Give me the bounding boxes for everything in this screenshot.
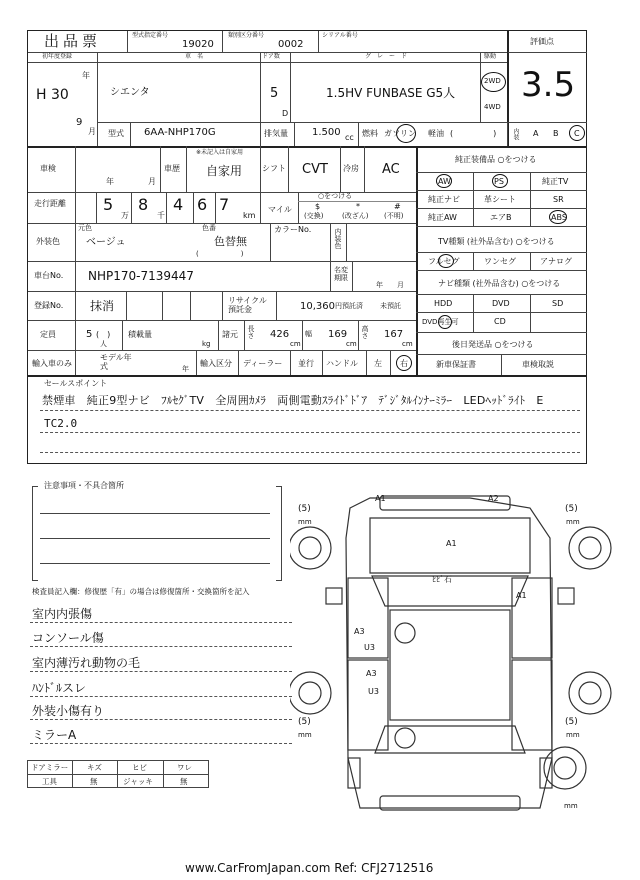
note-item-6: ミラーA xyxy=(32,728,77,742)
navi-dvd-play-circle xyxy=(438,315,452,329)
navi-hdd: HDD xyxy=(434,299,453,308)
mile-opt-1-txt: (交換) xyxy=(304,212,324,220)
navi-cd: CD xyxy=(494,317,506,326)
color-change-value: 色替無 xyxy=(214,235,247,248)
mile-opt-3-sym: # xyxy=(394,202,401,211)
height-value: 167 xyxy=(384,329,404,340)
sheet-title: 出品票 xyxy=(44,32,102,50)
equip-navi: 純正ナビ xyxy=(428,195,460,204)
mark-a3-left-front: A3 xyxy=(354,627,365,636)
tire-depth-rr-mm: mm xyxy=(566,731,580,739)
mile-opt-2-txt: (改ざん) xyxy=(342,212,369,220)
tire-depth-fl: (5) xyxy=(298,504,311,514)
inspection-month-unit: 月 xyxy=(148,177,156,186)
doors-label: ドア数 xyxy=(262,53,280,60)
tire-depth-rr: (5) xyxy=(565,717,578,727)
mileage-digit-5: 7 xyxy=(219,195,230,214)
mileage-digit-1: 5 xyxy=(103,195,114,214)
mark-a3-left-rear: A3 xyxy=(366,669,377,678)
tire-depth-fl-mm: mm xyxy=(298,518,312,526)
tire-depth-fr: (5) xyxy=(565,504,578,514)
reg-value: 抹消 xyxy=(90,299,115,313)
length-value: 426 xyxy=(270,329,290,340)
sales-label: セールスポイント xyxy=(44,379,108,388)
serial-label: シリアル番号 xyxy=(322,32,358,39)
mark-a1-bumper: A1 xyxy=(375,494,386,503)
equip-alloy: 純正AW xyxy=(428,213,457,222)
tools-label-4: 無 xyxy=(180,777,188,786)
tv-fullseg: フルセグ xyxy=(428,257,460,266)
handle-right: 右 xyxy=(400,359,408,368)
fuel-paren: ( ) xyxy=(450,129,497,138)
history-label: 車歴 xyxy=(164,164,180,173)
equip-leather: 革シート xyxy=(484,195,516,204)
mile-note: ○をつける xyxy=(318,192,353,200)
drive-label: 駆動 xyxy=(484,53,497,60)
type-value: 6AA-NHP170G xyxy=(144,127,216,138)
grade-label: グ レ ー ド xyxy=(365,53,408,60)
door-rear-right xyxy=(512,660,552,750)
class-label: 類別区分番号 xyxy=(228,32,265,39)
import-label: 輸入車のみ xyxy=(32,359,72,368)
damage-circle-1 xyxy=(395,623,415,643)
equip-abs: ABS xyxy=(551,213,567,222)
tools-label-3: ジャッキ xyxy=(123,777,153,786)
first-reg-month: 9 xyxy=(76,117,83,128)
length-label: 長さ xyxy=(247,325,255,339)
fuel-circle xyxy=(396,124,416,143)
interior-color-label: 内装色 xyxy=(334,228,342,249)
mark-u3-left-front: U3 xyxy=(364,643,375,652)
color-no-label: 色番 xyxy=(202,224,216,232)
wheel-front-left xyxy=(290,527,331,569)
mile-opt-1-sym: $ xyxy=(315,202,321,211)
equip-airbag: エアB xyxy=(490,213,512,222)
capacity-value: 5 xyxy=(86,329,93,340)
note-item-1: 室内内張傷 xyxy=(32,607,93,621)
name-change-label: 名変期限 xyxy=(334,266,348,283)
history-note: ※未記入は自家用 xyxy=(196,149,244,156)
tools-header-4: ワレ xyxy=(177,763,192,772)
model-cert-value: 19020 xyxy=(182,39,214,50)
navi-header: ナビ種類 (社外品含む) ○をつける xyxy=(438,279,561,288)
note-item-5: 外装小傷有り xyxy=(32,704,105,718)
capacity-label: 定員 xyxy=(40,330,56,339)
later-warranty: 新車保証書 xyxy=(436,360,476,369)
model-cert-label: 型式指定番号 xyxy=(132,32,169,39)
tools-label-2: 無 xyxy=(90,777,98,786)
reg-label: 登録No. xyxy=(34,301,64,310)
orig-color-value: ベージュ xyxy=(86,237,126,248)
damage-circle-2 xyxy=(395,728,415,748)
mark-a2-bumper: A2 xyxy=(488,494,499,503)
inspection-year-unit: 年 xyxy=(106,177,114,186)
handle-circle xyxy=(396,355,412,371)
cc-unit: cc xyxy=(345,133,354,142)
sales-line-1: 禁煙車 純正9型ナビ ﾌﾙｾｸﾞTV 全周囲ｶﾒﾗ 両側電動ｽﾗｲﾄﾞﾄﾞｱ ﾃﾞｼﾞﾀﾙｲﾝﾅｰﾐﾗｰ LEDﾍｯﾄﾞﾗｲﾄ E xyxy=(42,394,544,407)
handle-label: ハンドル xyxy=(326,359,358,368)
mileage-man: 万 xyxy=(121,211,129,220)
door-suffix: D xyxy=(282,109,289,118)
model-year-unit: 年 xyxy=(182,365,189,373)
tire-depth-rl-mm: mm xyxy=(298,731,312,739)
dims-label: 諸元 xyxy=(222,330,238,339)
car-diagram xyxy=(290,478,640,838)
sales-line-2: TC2.0 xyxy=(44,417,78,430)
interior-circle xyxy=(569,125,585,141)
wheel-rear-right xyxy=(569,672,611,714)
grade-score-value: 3.5 xyxy=(521,65,576,105)
handle-left: 左 xyxy=(374,359,382,368)
year-unit: 年 xyxy=(82,71,90,80)
note-item-3: 室内薄汚れ動物の毛 xyxy=(32,656,141,670)
ac-label: 冷房 xyxy=(343,164,359,173)
dealer: ディーラー xyxy=(243,359,283,368)
interior-a: A xyxy=(533,129,539,138)
notes-label: 注意事項・不具合箇所 xyxy=(44,481,124,490)
tire-depth-spare-mm: mm xyxy=(564,802,578,810)
chassis-label: 車台No. xyxy=(34,271,64,280)
width-cm: cm xyxy=(346,340,357,348)
first-reg-era: H 30 xyxy=(36,87,69,103)
recycle-value: 10,360 xyxy=(300,301,335,312)
roof xyxy=(390,610,510,720)
navi-dvd: DVD xyxy=(492,299,510,308)
interior-c: C xyxy=(574,129,580,138)
load-label: 積載量 xyxy=(128,330,152,339)
later-header: 後日発送品 ○をつける xyxy=(452,340,534,349)
drive-4wd: 4WD xyxy=(484,103,501,111)
equip-tv: 純正TV xyxy=(542,177,569,186)
length-cm: cm xyxy=(290,340,301,348)
mileage-digit-3: 4 xyxy=(173,195,184,214)
capacity-person: 人 xyxy=(100,340,107,348)
displacement-value: 1.500 xyxy=(312,127,341,138)
shift-value: CVT xyxy=(302,162,328,177)
class-value: 0002 xyxy=(278,39,304,50)
ac-value: AC xyxy=(382,162,400,177)
mile-opt-2-sym: * xyxy=(356,202,360,211)
color-paren: ( ) xyxy=(196,250,244,258)
interior-b: B xyxy=(553,129,559,138)
height-label: 高さ xyxy=(361,325,369,339)
equip-sr: SR xyxy=(553,195,564,204)
grade-value: 1.5HV FUNBASE G5人 xyxy=(326,86,456,100)
rear-window xyxy=(375,726,525,753)
capacity-paren: ( ) xyxy=(96,330,111,339)
mileage-sen: 千 xyxy=(157,211,165,220)
first-reg-label: 初年度登録 xyxy=(42,53,73,60)
navi-sd: SD xyxy=(552,299,564,308)
tools-header-3: ヒビ xyxy=(132,763,147,772)
mileage-label: 走行距離 xyxy=(34,199,66,208)
equip-aw-circle xyxy=(436,174,452,188)
recycle-label: リサイクル預託金 xyxy=(228,296,267,315)
mirror-left xyxy=(326,588,342,604)
tv-analog: アナログ xyxy=(540,257,572,266)
model-year-label: モデル年式 xyxy=(100,353,132,371)
mile-opt-3-txt: (不明) xyxy=(384,212,404,220)
drive-2wd: 2WD xyxy=(484,77,501,85)
tools-label-1: 工具 xyxy=(42,777,57,786)
orig-color-label: 元色 xyxy=(78,224,92,232)
interior-label: 内装 xyxy=(512,128,519,140)
load-kg: kg xyxy=(202,340,211,348)
chassis-value: NHP170-7139447 xyxy=(88,269,194,283)
notes-bracket-right xyxy=(276,486,282,581)
tv-header: TV種類 (社外品含む) ○をつける xyxy=(438,237,555,246)
fuel-diesel: 軽油 xyxy=(428,129,444,138)
wheel-front-right xyxy=(569,527,611,569)
footer-reference: www.CarFromJapan.com Ref: CFJ2712516 xyxy=(185,861,434,875)
inspection-label: 車検 xyxy=(40,164,56,173)
tire-depth-rl: (5) xyxy=(298,717,311,727)
equip-ps-circle xyxy=(492,174,508,188)
car-name-label: 車 名 xyxy=(185,53,204,60)
tools-header-2: キズ xyxy=(87,763,102,772)
mark-chip-windshield: ﾋﾋﾞ石 xyxy=(432,575,452,584)
shift-label: シフト xyxy=(262,164,286,173)
name-change-ym: 年 月 xyxy=(376,281,404,289)
type-label: 型式 xyxy=(108,129,124,138)
notes-bracket-left xyxy=(32,486,38,581)
equip-aw: AW xyxy=(438,177,451,186)
color-label: 外装色 xyxy=(36,237,60,246)
doors-value: 5 xyxy=(270,86,279,101)
grade-score-label: 評価点 xyxy=(530,37,554,46)
recycle-suffix: 円預託済 xyxy=(335,302,363,310)
navi-dvd-play: DVD再生可 xyxy=(422,318,459,326)
equip-ps: PS xyxy=(494,177,504,186)
car-name-value: シエンタ xyxy=(110,87,150,98)
color-code-label: カラーNo. xyxy=(274,225,312,234)
tv-fullseg-circle xyxy=(438,254,454,268)
door-front-right xyxy=(512,578,552,658)
mark-u3-left-rear: U3 xyxy=(368,687,379,696)
tv-oneseg: ワンセグ xyxy=(484,257,516,266)
import-class-label: 輸入区分 xyxy=(200,359,232,368)
later-manual: 車検取説 xyxy=(522,360,554,369)
width-label: 幅 xyxy=(305,330,312,338)
width-value: 169 xyxy=(328,329,348,340)
fuel-label: 燃料 xyxy=(362,129,378,138)
note-item-4: ﾊﾝﾄﾞﾙスレ xyxy=(32,681,87,695)
mileage-digit-4: 6 xyxy=(197,195,208,214)
history-value: 自家用 xyxy=(206,164,243,178)
inspector-label: 検査員記入欄：修復歴「有」の場合は修復箇所・交換箇所を記入 xyxy=(32,587,250,596)
std-equip-header: 純正装備品 ○をつける xyxy=(455,155,537,164)
fuel-gasoline: ガソリン xyxy=(384,129,416,138)
mirror-right xyxy=(558,588,574,604)
tire-depth-fr-mm: mm xyxy=(566,518,580,526)
mark-a1-hood: A1 xyxy=(446,539,457,548)
mileage-digit-2: 8 xyxy=(138,195,149,214)
wheel-rear-left xyxy=(290,672,331,714)
height-cm: cm xyxy=(402,340,413,348)
displacement-label: 排気量 xyxy=(264,129,288,138)
equip-abs-circle xyxy=(549,210,567,224)
tools-header-1: ドアミラー xyxy=(31,763,69,772)
mileage-km: km xyxy=(243,211,256,220)
mark-a1-door: A1 xyxy=(516,591,527,600)
recycle-no: 未預託 xyxy=(380,302,401,310)
mile-label: マイル xyxy=(268,205,292,214)
month-unit: 月 xyxy=(88,127,96,136)
parallel: 並行 xyxy=(298,359,314,368)
note-item-2: コンソール傷 xyxy=(32,631,104,645)
wheel-spare xyxy=(544,747,586,789)
